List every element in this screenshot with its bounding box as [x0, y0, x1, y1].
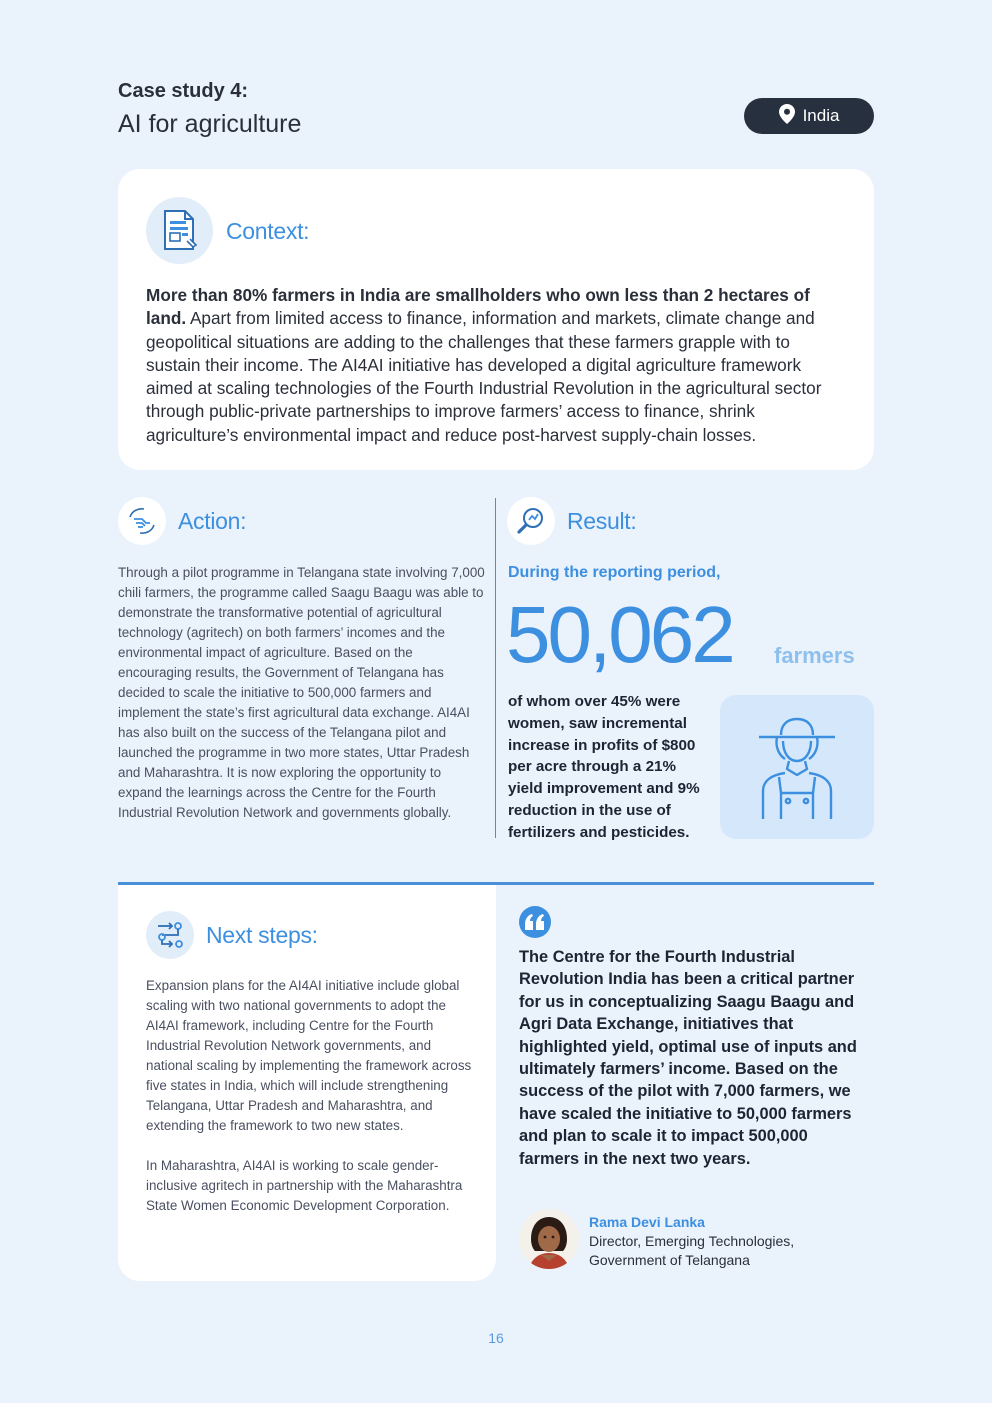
result-number: 50,062 [506, 590, 733, 679]
case-study-label: Case study 4: [118, 80, 249, 102]
section-divider [495, 498, 496, 838]
magnifier-icon [507, 497, 555, 545]
next-steps-heading: Next steps: [206, 922, 318, 948]
workflow-icon [146, 911, 194, 959]
result-unit: farmers [774, 643, 855, 668]
location-pin-icon [779, 104, 795, 129]
page-number: 16 [488, 1330, 504, 1346]
result-intro: During the reporting period, [508, 564, 721, 581]
context-body: Apart from limited access to finance, information and markets, climate change and geopolitical situations are adding to the challenges that these farmers grapple with to sustain their income. The AI4AI initiative has developed a digital agriculture framework aimed at scaling technologies of the Fourth Industrial Revolution in the agricultural sector through public-private partnerships to improve farmers’ access to finance, shrink agriculture’s environmental impact and reduce post-harvest supply-chain losses. [146, 308, 822, 445]
context-lead: More than 80% farmers in India are smallholders who own less than 2 hectares of land. [146, 285, 810, 329]
quote-text: The Centre for the Fourth Industrial Revolution India has been a critical partner for us in conceptualizing Saagu Baagu and Agri Data Exchange, initiatives that highlighted yield, optimal use of inputs and ultimately farmers’ income. Based on the success of the pilot with 7,000 farmers, we have scaled the initiative to 50,000 farmers and plan to scale it to impact 500,000 farmers in the next two years. [519, 948, 857, 1168]
location-label: India [802, 106, 840, 125]
next-steps-text [146, 976, 476, 1236]
handshake-icon [118, 497, 166, 545]
action-heading: Action: [178, 508, 247, 534]
location-badge [744, 98, 874, 134]
case-study-title: AI for agriculture [118, 110, 302, 138]
next-steps-paragraph-1: Expansion plans for the AI4AI initiative include global scaling with two national governments to adopt the AI4AI framework, including Centre for the Fourth Industrial Revolution Network governments, and national scaling by implementing the framework across five states in India, which will include strengthening Telangana, Uttar Pradesh and Maharashtra, and extending the framework to two new states. [146, 978, 472, 1133]
document-icon [146, 197, 213, 264]
next-steps-paragraph-2: In Maharashtra, AI4AI is working to scale gender-inclusive agritech in partnership with the Maharashtra State Women Economic Development Corporation. [146, 1158, 463, 1213]
avatar [519, 1209, 579, 1269]
context-text [146, 284, 846, 447]
result-heading: Result: [567, 508, 637, 534]
action-text: Through a pilot programme in Telangana state involving 7,000 chili farmers, the programme called Saagu Baagu was able to demonstrate the transformative potential of agricultural technology (agritech) on both farmers’ incomes and the environmental impact of agriculture. Based on the encouraging results, the Government of Telangana has decided to scale the initiative to 500,000 farmers and implement the state’s first agricultural data exchange. AI4AI has also built on the success of the Telangana pilot and launched the programme in two more states, Uttar Pradesh and Maharashtra. It is now exploring the opportunity to expand the learnings across the Centre for the Fourth Industrial Revolution Network and governments globally. [118, 565, 485, 820]
context-heading: Context: [226, 218, 310, 244]
quote-author-role: Director, Emerging Technologies, Government of Telangana [589, 1233, 795, 1268]
quote-author-name: Rama Devi Lanka [589, 1214, 705, 1230]
result-description: of whom over 45% were women, saw incremental increase in profits of $800 per acre through a 21% yield improvement and 9% reduction in the use of fertilizers and pesticides. [508, 693, 700, 841]
farmer-icon [720, 695, 874, 839]
quote-icon [519, 906, 551, 938]
